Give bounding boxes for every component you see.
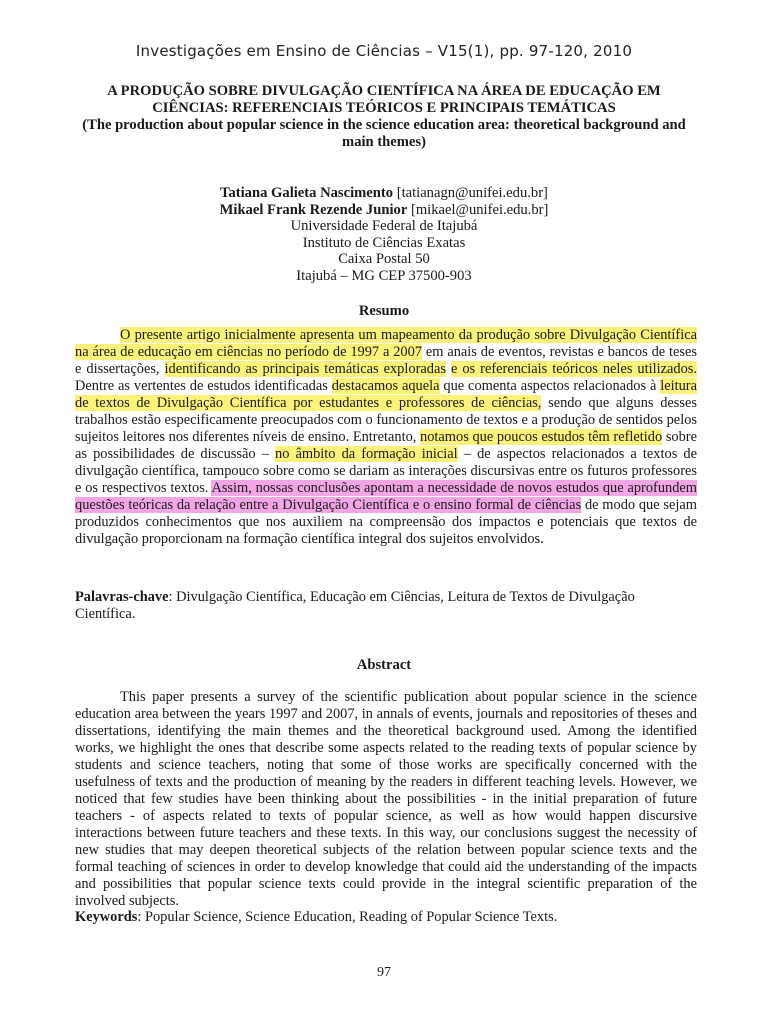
author-2-email: [mikael@unifei.edu.br]	[410, 201, 549, 218]
abstract-paragraph: This paper presents a survey of the scientific publication about popular science in the science education area between the years 1997 and 2007, in annals of events, journals and repositories of theses and dissertations, identifying the main themes and the theoretical background used. Among the identified works, we highlight the ones that describe some aspects related to the reading texts of popular science by students and science teachers, noting that some of those works are specifically concerned with the usefulness of texts and the production of meaning by the readers in different teaching levels. However, we noticed that few studies have been thinking about the possibilities - in the initial preparation of future teachers - of aspects related to texts of popular science, as well as how would happen discursive interactions between future teachers and these texts. In this way, our conclusions suggest the necessity of new studies that may deepen theoretical subjects of the relation between popular science texts and the formal teaching of sciences in order to develop knowledge that could aid the understanding of the impacts and possibilities that popular science texts could provide in the integral scientific preparation of the involved subjects.	[75, 689, 697, 909]
affiliation-line: Itajubá – MG CEP 37500-903	[296, 267, 472, 284]
palavras-chave-line	[75, 589, 697, 623]
resumo-segment: que comenta aspectos relacionados à	[439, 378, 661, 394]
resumo-segment: de modo que sejam produzidos conhecimentos que nos auxiliem na compreensão dos impactos e potenciais que textos de divulgação proporcionam na formação científica integral dos sujeitos envolvidos.	[75, 497, 697, 547]
author-1-name: Tatiana Galieta Nascimento	[220, 185, 394, 201]
affiliation-line: Instituto de Ciências Exatas	[302, 234, 466, 251]
author-1-email: [tatianagn@unifei.edu.br]	[396, 185, 548, 201]
resumo-segment: sendo que alguns desses trabalhos estão especificamente preocupados com o funcionamento de textos e a produção de sentidos pelos sujeitos leitores nos diferentes níveis de ensino. Entretanto,	[75, 395, 697, 445]
resumo-segment: e os referenciais teóricos neles utilizados.	[450, 361, 697, 377]
keywords-text: : Popular Science, Science Education, Reading of Popular Science Texts.	[137, 909, 558, 925]
palavras-chave-label: Palavras-chave	[75, 589, 169, 605]
resumo-segment: Dentre as vertentes de estudos identificadas	[75, 378, 332, 394]
author-2	[100, 202, 668, 219]
resumo-segment: O presente artigo inicialmente apresenta um mapeamento da produção sobre Divulgação Científica na área de educação em ciências no período de 1997 a 2007	[75, 327, 697, 360]
resumo-segment: em anais de eventos, revistas e bancos de teses e dissertações,	[75, 344, 697, 377]
resumo-segment: sobre as possibilidades de discussão –	[75, 429, 697, 462]
article-title-portuguese: A PRODUÇÃO SOBRE DIVULGAÇÃO CIENTÍFICA NA ÁREA DE EDUCAÇÃO EM CIÊNCIAS: REFERENCIAIS TEÓRICOS E PRINCIPAIS TEMÁTICAS	[107, 83, 661, 116]
resumo-paragraph	[75, 327, 697, 548]
author-1	[100, 185, 668, 202]
affiliation-line: Caixa Postal 50	[338, 251, 430, 268]
resumo-segment: notamos que poucos estudos têm refletido	[420, 429, 663, 445]
article-title-block	[80, 83, 688, 151]
resumo-segment: leitura de textos de Divulgação Científica por estudantes e professores de ciências,	[75, 378, 697, 411]
resumo-segment: destacamos aquela	[331, 378, 440, 394]
page-number: 97	[377, 965, 391, 980]
resumo-segment: identificando as principais temáticas exploradas	[164, 361, 446, 377]
author-2-name: Mikael Frank Rezende Junior	[219, 201, 408, 218]
palavras-chave-text: : Divulgação Científica, Educação em Ciências, Leitura de Textos de Divulgação Científica.	[75, 589, 635, 622]
author-block	[100, 185, 668, 285]
keywords-line	[75, 909, 697, 926]
resumo-segment: no âmbito da formação inicial	[275, 446, 458, 462]
resumo-heading: Resumo	[358, 303, 410, 319]
abstract-heading: Abstract	[356, 657, 412, 673]
affiliation-line: Universidade Federal de Itajubá	[290, 218, 478, 235]
running-header: Investigações em Ensino de Ciências – V15(1), pp. 97-120, 2010	[135, 42, 633, 60]
article-title-english: (The production about popular science in the science education area: theoretical background and main themes)	[82, 117, 686, 150]
resumo-segment: – de aspectos relacionados a textos de divulgação científica, tampouco sobre como se dariam as interações discursivas entre os futuros professores e os respectivos textos.	[75, 446, 697, 496]
resumo-segment: Assim, nossas conclusões apontam a necessidade de novos estudos que aprofundem questões teóricas da relação entre a Divulgação Científica e o ensino formal de ciências	[75, 480, 697, 513]
keywords-label: Keywords	[75, 909, 138, 925]
